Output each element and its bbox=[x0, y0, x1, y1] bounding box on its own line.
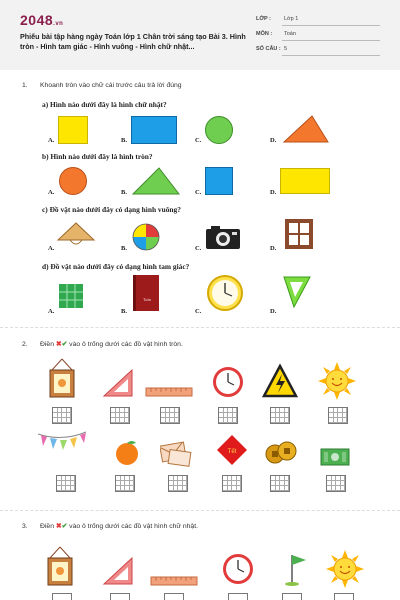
answer-box[interactable] bbox=[168, 475, 188, 492]
option-a[interactable]: A. bbox=[48, 245, 55, 252]
answer-box[interactable] bbox=[115, 475, 135, 492]
envelope-char: Tết bbox=[227, 449, 237, 455]
site-logo[interactable] bbox=[20, 12, 63, 28]
answer-box[interactable] bbox=[164, 593, 184, 600]
question-text: Điền bbox=[40, 523, 54, 530]
question-1 bbox=[22, 82, 182, 89]
section-divider bbox=[0, 510, 400, 511]
ruler-icon bbox=[150, 576, 198, 586]
blue-square-icon bbox=[205, 167, 233, 195]
clock-icon bbox=[206, 274, 244, 312]
green-triangle-icon bbox=[131, 166, 181, 196]
orange-fruit-icon bbox=[114, 438, 140, 466]
picture-frame-icon bbox=[46, 546, 74, 588]
coins-icon bbox=[265, 440, 297, 466]
question-text: Điền bbox=[40, 341, 54, 348]
section-divider bbox=[0, 327, 400, 328]
meta-label: MÔN : bbox=[256, 31, 273, 37]
meta-label: SỐ CÂU : bbox=[256, 46, 281, 52]
answer-box[interactable] bbox=[334, 593, 354, 600]
answer-box[interactable] bbox=[110, 407, 130, 424]
answer-box[interactable] bbox=[228, 593, 248, 600]
question-number: 1. bbox=[22, 82, 28, 89]
check-mark-icon: ✔ bbox=[61, 341, 68, 348]
triangle-ruler-icon bbox=[282, 275, 312, 309]
worksheet-header bbox=[0, 0, 400, 70]
answer-box[interactable] bbox=[218, 407, 238, 424]
check-mark-icon: ✔ bbox=[61, 523, 68, 530]
x-mark-icon: ✖ bbox=[55, 523, 62, 530]
option-d[interactable]: D. bbox=[270, 137, 277, 144]
subquestion-d: d) Đồ vật nào dưới đây có dạng hình tam giác? bbox=[42, 262, 190, 271]
red-book-icon bbox=[132, 274, 160, 312]
option-b[interactable]: B. bbox=[121, 189, 127, 196]
subquestion-b: b) Hình nào dưới đây là hình tròn? bbox=[42, 152, 153, 161]
clock-icon bbox=[212, 366, 244, 398]
yellow-rectangle-icon bbox=[280, 168, 330, 194]
meta-underline bbox=[282, 40, 380, 41]
question-number: 3. bbox=[22, 523, 28, 530]
subquestion-a: a) Hình nào dưới đây là hình chữ nhật? bbox=[42, 100, 167, 109]
answer-box[interactable] bbox=[326, 475, 346, 492]
window-icon bbox=[284, 218, 314, 250]
option-b[interactable]: B. bbox=[121, 245, 127, 252]
sun-icon bbox=[318, 362, 356, 400]
meta-count bbox=[256, 46, 287, 52]
banknote-icon bbox=[320, 447, 350, 467]
worksheet-title: Phiếu bài tập hàng ngày Toán lớp 1 Chân trời sáng tạo Bài 3. Hình tròn - Hình tam giác - Hình vuông - Hình chữ nhật... bbox=[20, 32, 246, 51]
option-c[interactable]: C. bbox=[195, 308, 202, 315]
option-a[interactable]: A. bbox=[48, 308, 55, 315]
clock-icon bbox=[222, 553, 254, 585]
answer-box[interactable] bbox=[270, 407, 290, 424]
option-d[interactable]: D. bbox=[270, 189, 277, 196]
question-text: vào ô trống dưới các đồ vật hình tròn. bbox=[69, 341, 183, 348]
blue-rectangle-icon bbox=[131, 116, 177, 144]
meta-value: Lớp 1 bbox=[284, 16, 299, 22]
orange-triangle-icon bbox=[282, 114, 330, 144]
beach-ball-icon bbox=[131, 222, 161, 252]
meta-subject bbox=[256, 31, 296, 37]
option-c[interactable]: C. bbox=[195, 137, 202, 144]
green-circle-icon bbox=[205, 116, 233, 144]
answer-box[interactable] bbox=[222, 475, 242, 492]
x-mark-icon: ✖ bbox=[55, 341, 62, 348]
option-d[interactable]: D. bbox=[270, 308, 277, 315]
question-text: vào ô trống dưới các đồ vật hình chữ nhật. bbox=[69, 523, 198, 530]
meta-underline bbox=[282, 25, 380, 26]
yellow-square-icon bbox=[58, 116, 88, 144]
book-label: Toán bbox=[143, 297, 151, 302]
answer-box[interactable] bbox=[110, 593, 130, 600]
bunting-flags-icon bbox=[36, 428, 88, 468]
meta-class bbox=[256, 16, 298, 22]
picture-frame-icon bbox=[48, 358, 76, 400]
subquestion-c: c) Đồ vật nào dưới đây có dạng hình vuông? bbox=[42, 205, 181, 214]
meta-value: Toán bbox=[284, 31, 296, 37]
question-2 bbox=[22, 340, 183, 348]
answer-box[interactable] bbox=[52, 407, 72, 424]
triangle-ruler-icon bbox=[102, 556, 134, 586]
option-c[interactable]: C. bbox=[195, 189, 202, 196]
option-b[interactable]: B. bbox=[121, 308, 127, 315]
triangle-ruler-icon bbox=[102, 368, 134, 398]
logo-text: 2048 bbox=[20, 12, 54, 28]
answer-box[interactable] bbox=[270, 475, 290, 492]
option-a[interactable]: A. bbox=[48, 137, 55, 144]
camera-icon bbox=[205, 224, 241, 250]
option-b[interactable]: B. bbox=[121, 137, 127, 144]
answer-box[interactable] bbox=[282, 593, 302, 600]
meta-underline bbox=[282, 55, 380, 56]
answer-box[interactable] bbox=[328, 407, 348, 424]
answer-box[interactable] bbox=[56, 475, 76, 492]
option-d[interactable]: D. bbox=[270, 245, 277, 252]
answer-box[interactable] bbox=[52, 593, 72, 600]
question-3 bbox=[22, 522, 198, 530]
meta-value: 5 bbox=[284, 46, 288, 52]
question-text: Khoanh tròn vào chữ cái trước câu trả lời đúng bbox=[40, 82, 182, 89]
logo-suffix: .vn bbox=[53, 21, 64, 27]
meta-label: LỚP : bbox=[256, 16, 271, 22]
sun-icon bbox=[326, 550, 364, 588]
question-number: 2. bbox=[22, 341, 28, 348]
answer-box[interactable] bbox=[160, 407, 180, 424]
orange-circle-icon bbox=[59, 167, 87, 195]
ruler-icon bbox=[145, 387, 193, 397]
green-cube-icon bbox=[58, 283, 84, 309]
red-envelope-icon bbox=[216, 434, 248, 466]
option-c[interactable]: C. bbox=[195, 245, 202, 252]
warning-sign-icon bbox=[262, 364, 298, 398]
golf-flag-icon bbox=[282, 552, 310, 588]
conical-hat-icon bbox=[56, 220, 96, 250]
envelope-icon bbox=[160, 440, 192, 468]
option-a[interactable]: A. bbox=[48, 189, 55, 196]
